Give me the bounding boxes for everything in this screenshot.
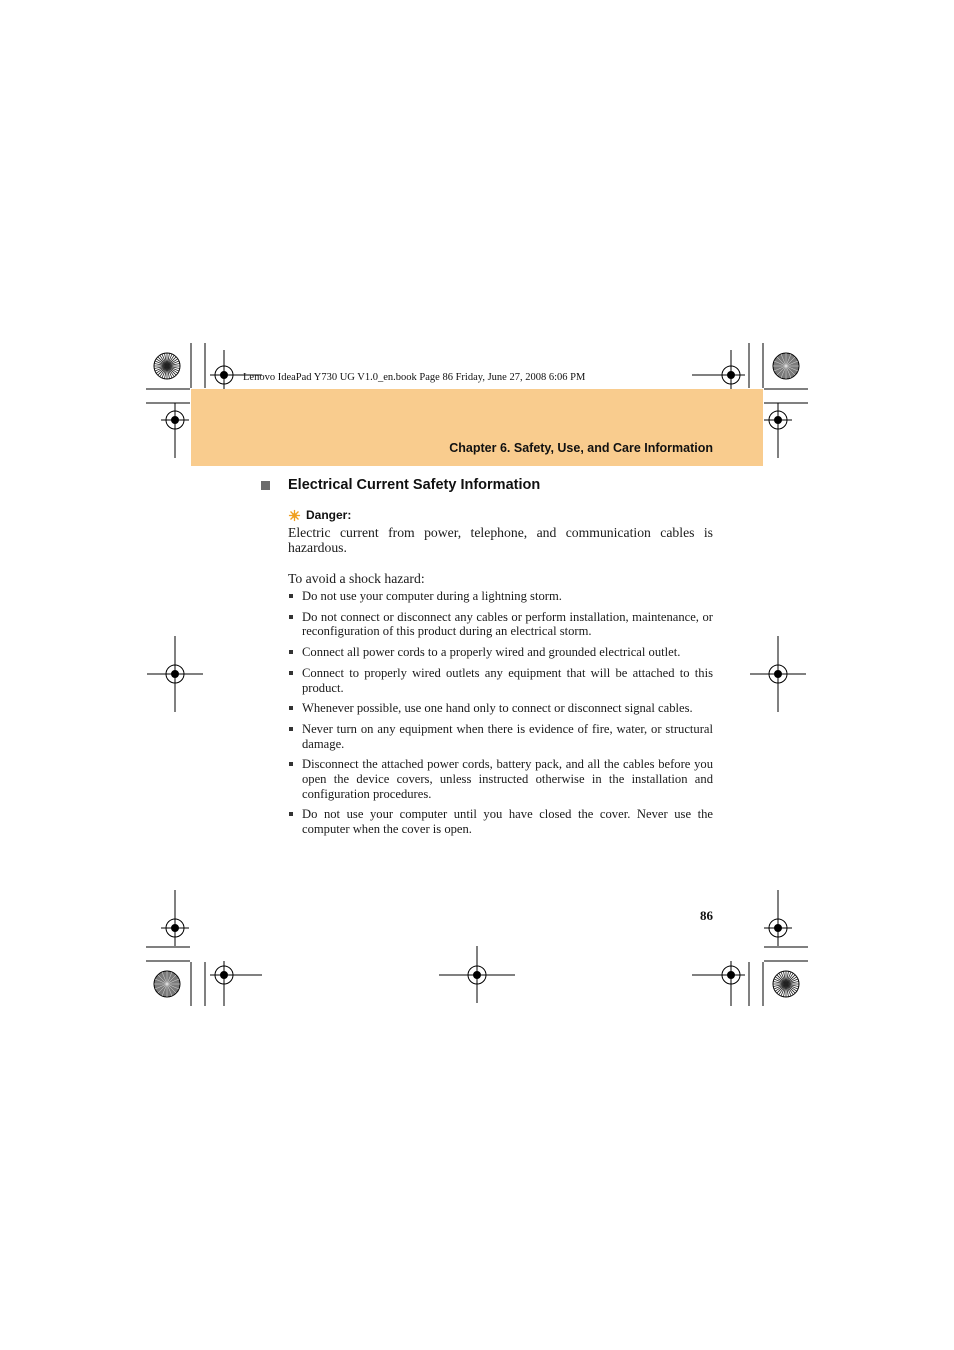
- list-item: [288, 807, 713, 836]
- list-item-text: Disconnect the attached power cords, battery pack, and all the cables before you open the device covers, unless instructed otherwise in the installation and configuration procedures.: [302, 757, 713, 801]
- list-item-text: Do not use your computer until you have closed the cover. Never use the computer when the cover is open.: [302, 807, 713, 837]
- bullet-icon: [289, 671, 293, 675]
- page-number: 86: [700, 908, 713, 923]
- square-bullet-icon: [261, 481, 270, 490]
- list-item-text: Connect all power cords to a properly wired and grounded electrical outlet.: [302, 645, 681, 660]
- list-item-text: Do not connect or disconnect any cables or perform installation, maintenance, or reconfiguration of this product during an electrical storm.: [302, 609, 713, 639]
- bullet-icon: [289, 706, 293, 710]
- bullet-icon: [289, 615, 293, 619]
- bullet-icon: [289, 650, 293, 654]
- danger-heading: [288, 508, 351, 522]
- safety-bullet-list: [288, 589, 713, 843]
- chapter-header-band: [191, 389, 763, 466]
- danger-text: Electric current from power, telephone, and communication cables is hazardous.: [288, 525, 713, 555]
- list-item: [288, 589, 713, 604]
- print-slug-line: Lenovo IdeaPad Y730 UG V1.0_en.book Page 86 Friday, June 27, 2008 6:06 PM: [243, 372, 586, 383]
- list-item-text: Do not use your computer during a lightning storm.: [302, 589, 562, 603]
- list-item-text: Connect to properly wired outlets any equipment that will be attached to this product.: [302, 665, 713, 695]
- list-item: [288, 645, 713, 660]
- intro-text: To avoid a shock hazard:: [288, 571, 425, 586]
- list-item-text: Never turn on any equipment when there is evidence of fire, water, or structural damage.: [302, 722, 713, 751]
- list-item-text: Whenever possible, use one hand only to connect or disconnect signal cables.: [302, 701, 693, 716]
- chapter-title: Chapter 6. Safety, Use, and Care Information: [449, 441, 713, 455]
- danger-label: Danger:: [306, 508, 352, 522]
- bullet-icon: [289, 594, 293, 598]
- bullet-icon: [289, 812, 293, 816]
- list-item: [288, 666, 713, 695]
- list-item: [288, 701, 713, 716]
- bullet-icon: [289, 762, 293, 766]
- sun-burst-icon: [288, 509, 301, 522]
- list-item: [288, 722, 713, 751]
- bullet-icon: [289, 727, 293, 731]
- list-item: [288, 610, 713, 639]
- list-item: [288, 757, 713, 801]
- section-title: Electrical Current Safety Information: [288, 477, 541, 493]
